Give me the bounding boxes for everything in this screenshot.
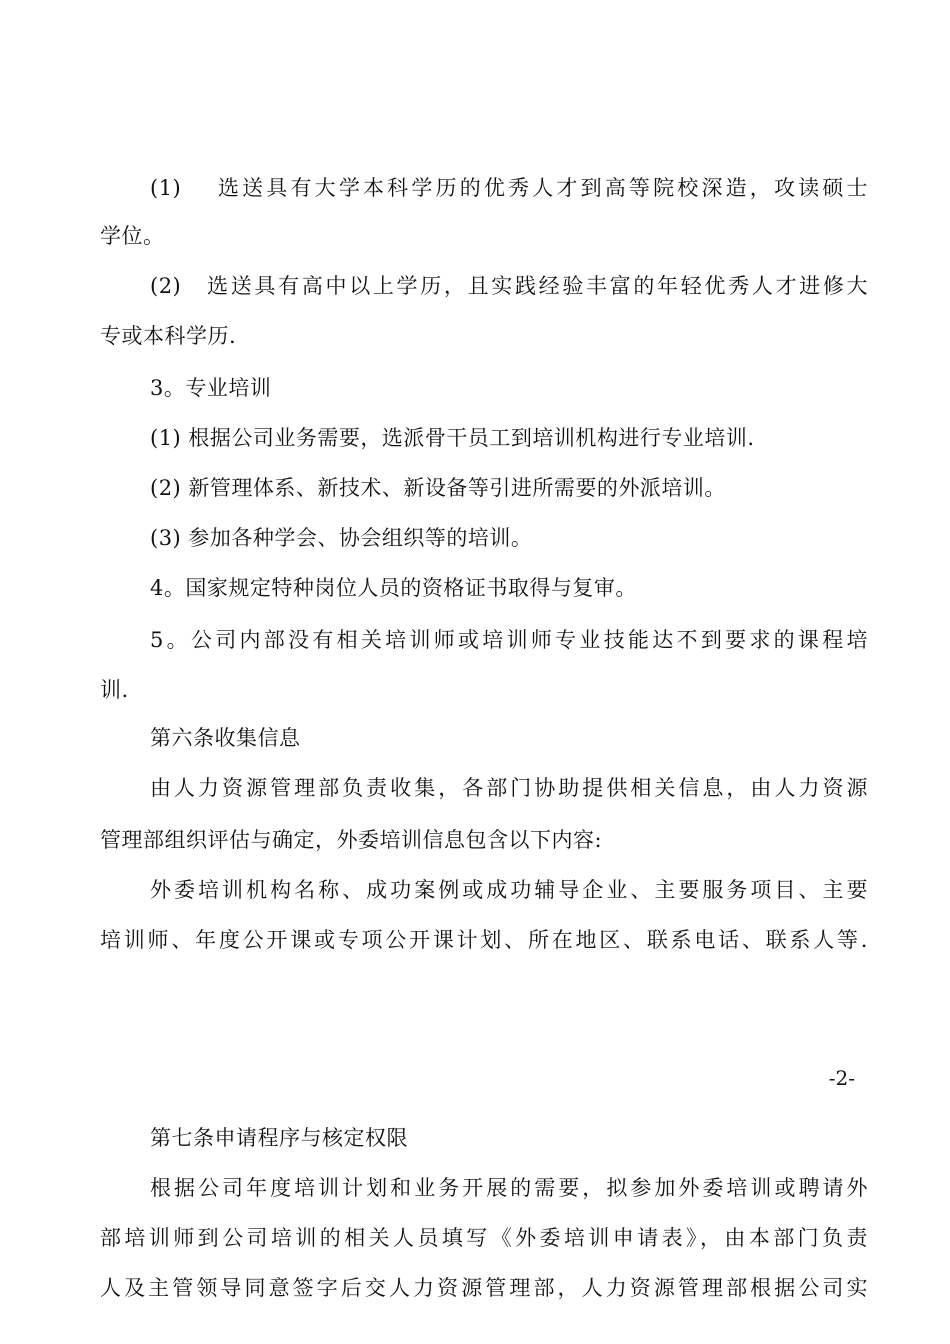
paragraph-line: 人及主管领导同意签字后交人力资源管理部，人力资源管理部根据公司实 <box>100 1276 868 1300</box>
paragraph-line: (3) 参加各种学会、协会组织等的培训。 <box>150 526 533 550</box>
paragraph-line: 管理部组织评估与确定，外委培训信息包含以下内容: <box>100 828 603 852</box>
section-heading: 3。专业培训 <box>150 376 272 400</box>
paragraph-line: (1) 选送具有大学本科学历的优秀人才到高等院校深造，攻读硕士 <box>150 176 868 200</box>
paragraph-line: 5。公司内部没有相关培训师或培训师专业技能达不到要求的课程培 <box>150 628 868 652</box>
paragraph-line: 4。国家规定特种岗位人员的资格证书取得与复审。 <box>150 576 637 600</box>
paragraph-line: 外委培训机构名称、成功案例或成功辅导企业、主要服务项目、主要 <box>150 878 868 902</box>
paragraph-line: 训. <box>100 678 129 702</box>
paragraph-line: 培训师、年度公开课或专项公开课计划、所在地区、联系电话、联系人等. <box>100 928 868 952</box>
paragraph-line: 专或本科学历. <box>100 324 237 348</box>
article-heading: 第七条申请程序与核定权限 <box>150 1126 408 1150</box>
paragraph-line: (2) 选送具有高中以上学历，且实践经验丰富的年轻优秀人才进修大 <box>150 274 868 298</box>
paragraph-line: 学位。 <box>100 224 165 248</box>
paragraph-line: 根据公司年度培训计划和业务开展的需要，拟参加外委培训或聘请外 <box>150 1176 868 1200</box>
paragraph-line: (1) 根据公司业务需要，选派骨干员工到培训机构进行专业培训. <box>150 426 755 450</box>
page-number: -2- <box>828 1066 855 1090</box>
paragraph-line: 由人力资源管理部负责收集，各部门协助提供相关信息，由人力资源 <box>150 776 868 800</box>
article-heading: 第六条收集信息 <box>150 726 301 750</box>
paragraph-line: 部培训师到公司培训的相关人员填写《外委培训申请表》，由本部门负责 <box>100 1226 868 1250</box>
paragraph-line: (2) 新管理体系、新技术、新设备等引进所需要的外派培训。 <box>150 476 726 500</box>
